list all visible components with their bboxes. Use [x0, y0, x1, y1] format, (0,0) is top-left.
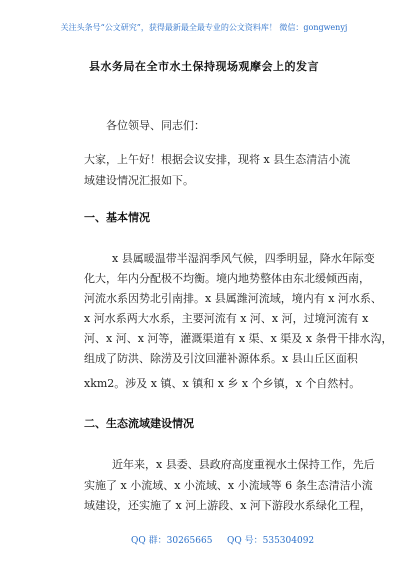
section-2-line-1: 近年来，x 县委、县政府高度重视水土保持工作，先后: [112, 458, 375, 471]
section-2-line-2: 实施了 x 小流域、x 小流域、x 小流域等 6 条生态清洁小流: [84, 479, 373, 492]
section-1-line-6: 组成了防洪、除涝及引汶回灌补源体系。x 县山丘区面积: [84, 352, 358, 365]
intro-line-1: 大家，上午好！根据会议安排，现将 x 县生态清洁小流: [84, 153, 351, 166]
intro-line-2: 域建设情况汇报如下。: [84, 174, 194, 187]
section-1-line-7: xkm2。涉及 x 镇、x 镇和 x 乡 x 个乡镇，x 个自然村。: [84, 377, 361, 390]
footer-qq-number: QQ 号：535304092: [227, 536, 315, 546]
footer-qq-group: QQ 群：30265665: [131, 536, 213, 546]
salutation: 各位领导、同志们：: [106, 119, 205, 132]
section-2-line-3: 域建设，还实施了 x 河上游段、x 河下游段水系绿化工程，: [84, 499, 371, 512]
section-1-line-3: 河流水系因势北引南排。x 县属潍河流域，境内有 x 河水系、: [84, 292, 382, 305]
header-banner: 关注头条号“公文研究”，获得最新最全最专业的公文资料库！ 微信：gongwenyj: [60, 23, 348, 32]
section-1-line-2: 化大，年内分配极不均衡。境内地势整体由东北缓倾西南，: [84, 272, 370, 285]
section-1-line-4: x 河水系两大水系，主要河流有 x 河、x 河，过境河流有 x: [84, 312, 369, 325]
document-title: 县水务局在全市水土保持现场观摩会上的发言: [89, 60, 319, 73]
section-1-heading: 一、基本情况: [84, 211, 150, 224]
section-2-heading: 二、生态流域建设情况: [84, 417, 194, 430]
section-1-line-1: x 县属暖温带半湿润季风气候，四季明显，降水年际变: [112, 252, 375, 265]
section-1-line-5: 河、x 河、x 河等，灌溉渠道有 x 渠、x 渠及 x 条骨干排水沟，: [84, 332, 393, 345]
